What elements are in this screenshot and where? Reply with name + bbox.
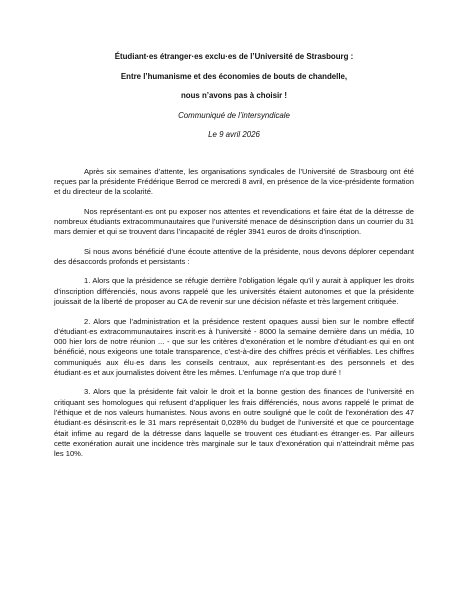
paragraph-point-3: 3. Alors que la présidente fait valoir le droit et la bonne gestion des finances de l’université en critiquant ses homologues qui refusent d’appliquer les frais différenciés, nous avons rappelé le primat de l’éthique et de nos valeurs humanistes. Nous avons en outre souligné que le coût de l’exonération des 47 étudiant·es désinscrit·es le 31 mars représentait 0,028% du budget de l’université et que ce pourcentage était infime au regard de la détresse dans laquelle se trouvent ces étudiant·es étranger·es. Par ailleurs cette exonération aurait une incidence très marginale sur le taux d’exonération qui n’atteindrait même pas les 10%. <box>54 387 414 459</box>
paragraph-point-2: 2. Alors que l’administration et la présidence restent opaques aussi bien sur le nombre effectif d’étudiant·es extracommunautaires inscrit·es à l’université - 8000 la semaine dernière dans un média, 10 000 hier lors de notre réunion ... - que sur les critères d’exonération et le nombre d’étudiant·es qui en ont bénéficié, nous exigeons une totale transparence, c’est-à-dire des chiffres précis et vérifiables. Les chiffres communiqués aux élu·es dans les conseils centraux, aux représentant·es des personnels et des étudiant·es et aux journalistes doivent être les mêmes. L’enfumage n’a que trop duré ! <box>54 316 414 377</box>
paragraph-representatives: Nos représentant·es ont pu exposer nos attentes et revendications et faire état de la détresse de nombreux étudiants extracommunautaires que l’université menace de désinscription dans un courrier du 31 mars dernier et qui se trouvent dans l’incapacité de régler 3941 euros de droits d’inscription. <box>54 206 414 237</box>
title-line-2: Entre l’humanisme et des économies de bouts de chandelle, <box>120 71 348 81</box>
title-line-3: nous n’avons pas à choisir ! <box>180 91 288 100</box>
communique-subtitle: Communiqué de l’intersyndicale <box>178 110 290 120</box>
title-line-1: Étudiant·es étranger·es exclu·es de l’Université de Strasbourg : <box>114 52 354 61</box>
paragraph-disagreements: Si nous avons bénéficié d’une écoute attentive de la présidente, nous devons déplorer cependant des désaccords profonds et persistants : <box>54 246 414 266</box>
communique-date: Le 9 avril 2026 <box>208 129 260 139</box>
paragraph-point-1: 1. Alors que la présidence se réfugie derrière l’obligation légale qu’il y aurait à appliquer les droits d’inscription différenciés, nous avons rappelé que les universités étaient autonomes et que la présidente jouissait de la liberté de proposer au CA de revenir sur une décision néfaste et très largement critiquée. <box>54 276 414 307</box>
paragraph-intro: Après six semaines d’attente, les organisations syndicales de l’Université de Strasbourg ont été reçues par la présidente Frédérique Berrod ce mercredi 8 avril, en présence de la vice-présidente formation et du directeur de la scolarité. <box>54 166 414 197</box>
